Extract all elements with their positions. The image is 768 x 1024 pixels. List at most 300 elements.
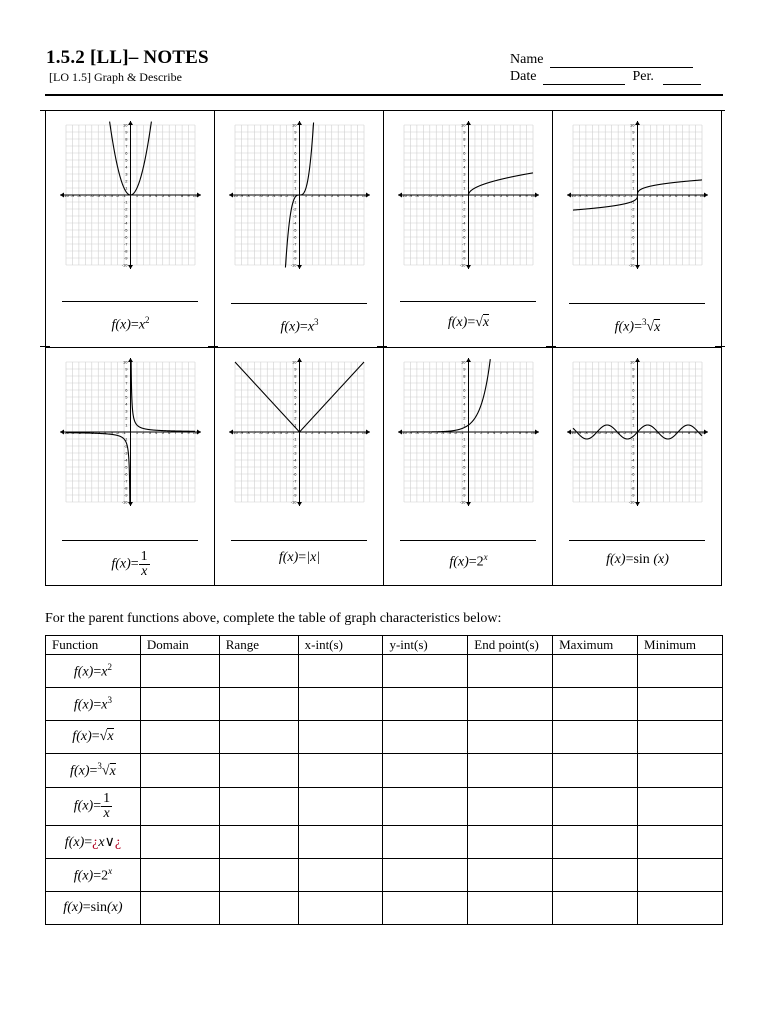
- x-axis-arrow: [197, 430, 201, 435]
- x-tick-label: 1: [304, 430, 308, 435]
- answer-cell[interactable]: [140, 788, 219, 826]
- y-tick-label: -7: [461, 478, 466, 484]
- y-tick-label: 3: [632, 408, 635, 414]
- y-tick-label: -10: [628, 262, 635, 268]
- y-tick-label: 7: [463, 380, 466, 386]
- y-tick-label: -2: [292, 443, 297, 449]
- answer-line[interactable]: [231, 303, 367, 304]
- graph-sin: [565, 356, 710, 508]
- y-tick-label: -6: [461, 234, 466, 240]
- y-tick-label: 5: [125, 157, 128, 163]
- x-tick-label: -3: [278, 193, 282, 198]
- answer-cell[interactable]: [553, 788, 638, 826]
- answer-cell[interactable]: [383, 788, 468, 826]
- y-axis-arrow: [635, 502, 640, 506]
- row-function-reciprocal: f(x)= $\frac{1}{x}$: [46, 788, 141, 826]
- x-tick-label: -1: [122, 430, 126, 435]
- y-tick-label: -5: [461, 227, 466, 233]
- y-tick-label: -7: [461, 241, 466, 247]
- y-tick-label: -5: [292, 464, 297, 470]
- y-tick-label: 9: [125, 366, 128, 372]
- y-tick-label: -4: [292, 220, 297, 226]
- x-tick-label: 8: [518, 193, 522, 198]
- y-tick-label: -5: [123, 464, 128, 470]
- y-tick-label: 9: [632, 366, 635, 372]
- x-tick-label: 6: [506, 193, 509, 198]
- answer-cell[interactable]: [383, 859, 468, 892]
- x-tick-label: -4: [102, 193, 107, 198]
- x-tick-label: 3: [655, 430, 658, 435]
- y-tick-label: 3: [632, 171, 635, 177]
- y-tick-label: 5: [632, 157, 635, 163]
- x-tick-label: 3: [486, 430, 489, 435]
- column-header-function: Function: [46, 636, 141, 655]
- answer-cell[interactable]: [298, 788, 383, 826]
- y-tick-label: -5: [292, 227, 297, 233]
- y-tick-label: -3: [630, 213, 635, 219]
- answer-cell[interactable]: [298, 721, 383, 754]
- answer-cell[interactable]: [219, 859, 298, 892]
- y-tick-label: -3: [292, 450, 297, 456]
- y-tick-label: 10: [292, 359, 297, 365]
- function-label-sqrt: f(x)=√x: [447, 315, 490, 330]
- x-tick-label: 10: [699, 193, 705, 198]
- y-tick-label: 6: [294, 150, 297, 156]
- period-blank[interactable]: [663, 72, 701, 85]
- function-label-x-cubed: $f(x)=x^3$: [280, 317, 319, 335]
- function-label-sin: f(x)=sin (x): [606, 552, 669, 567]
- x-tick-label: -3: [278, 430, 282, 435]
- x-tick-label: -9: [239, 193, 244, 198]
- x-tick-label: 6: [675, 430, 678, 435]
- answer-cell[interactable]: [219, 754, 298, 788]
- x-tick-label: 10: [530, 430, 536, 435]
- y-tick-label: 4: [463, 401, 466, 407]
- x-tick-label: 7: [512, 193, 515, 198]
- y-tick-label: -5: [461, 464, 466, 470]
- answer-cell[interactable]: [140, 859, 219, 892]
- x-tick-label: 3: [148, 193, 151, 198]
- y-tick-label: -9: [630, 255, 635, 261]
- x-tick-label: 5: [330, 430, 333, 435]
- answer-cell[interactable]: [638, 859, 723, 892]
- name-blank[interactable]: [550, 55, 693, 68]
- x-tick-label: -2: [453, 193, 458, 198]
- answer-cell[interactable]: [468, 655, 553, 688]
- y-tick-label: 6: [125, 387, 128, 393]
- answer-cell[interactable]: [553, 754, 638, 788]
- y-tick-label: -9: [292, 255, 297, 261]
- corner-tick: [715, 110, 725, 111]
- answer-cell[interactable]: [219, 826, 298, 859]
- answer-cell[interactable]: [298, 754, 383, 788]
- answer-cell[interactable]: [140, 754, 219, 788]
- x-tick-label: -1: [291, 430, 295, 435]
- y-tick-label: -10: [290, 262, 297, 268]
- y-tick-label: -8: [292, 485, 297, 491]
- column-header-maximum: Maximum: [553, 636, 638, 655]
- y-tick-label: 5: [632, 394, 635, 400]
- x-tick-label: -5: [603, 430, 608, 435]
- answer-cell[interactable]: [638, 892, 723, 925]
- x-tick-label: -10: [232, 193, 238, 198]
- x-tick-label: 5: [161, 193, 164, 198]
- x-tick-label: 8: [180, 193, 184, 198]
- x-tick-label: 5: [161, 430, 164, 435]
- corner-tick: [208, 110, 218, 111]
- x-tick-label: 10: [192, 193, 198, 198]
- x-tick-label: 1: [304, 193, 308, 198]
- y-tick-label: 2: [294, 178, 297, 184]
- y-tick-label: -4: [461, 220, 466, 226]
- x-tick-label: 4: [493, 430, 496, 435]
- answer-cell[interactable]: [219, 892, 298, 925]
- y-tick-label: 4: [632, 401, 635, 407]
- answer-cell[interactable]: [468, 826, 553, 859]
- column-header-range: Range: [219, 636, 298, 655]
- y-tick-label: -6: [292, 234, 297, 240]
- date-field-row: [510, 69, 701, 85]
- y-tick-label: 10: [461, 359, 466, 365]
- answer-cell[interactable]: [468, 688, 553, 721]
- graph-card-sqrt: [384, 111, 553, 348]
- x-tick-label: 3: [655, 193, 658, 198]
- answer-cell[interactable]: [219, 721, 298, 754]
- y-tick-label: -9: [461, 255, 466, 261]
- y-tick-label: 9: [632, 129, 635, 135]
- y-tick-label: -8: [630, 485, 635, 491]
- y-tick-label: 9: [294, 366, 297, 372]
- x-tick-label: -6: [90, 430, 94, 435]
- x-tick-label: 7: [512, 430, 515, 435]
- x-tick-label: -10: [570, 193, 576, 198]
- y-tick-label: 7: [632, 143, 635, 149]
- y-tick-label: 3: [125, 408, 128, 414]
- x-tick-label: -1: [460, 193, 464, 198]
- graphs-panel: [45, 110, 722, 586]
- corner-tick: [715, 346, 725, 347]
- answer-cell[interactable]: [140, 721, 219, 754]
- answer-cell[interactable]: [553, 859, 638, 892]
- column-header-end-points: End point(s): [468, 636, 553, 655]
- y-tick-label: 2: [632, 178, 635, 184]
- y-tick-label: -10: [121, 499, 128, 505]
- answer-line[interactable]: [569, 540, 705, 541]
- answer-cell[interactable]: [638, 826, 723, 859]
- row-function-sin: f(x)=sin(x): [46, 892, 141, 925]
- graph-card-cbrt: [553, 111, 722, 348]
- x-tick-label: -4: [271, 430, 276, 435]
- answer-cell[interactable]: [298, 859, 383, 892]
- y-tick-label: 8: [294, 373, 297, 379]
- answer-cell[interactable]: [219, 788, 298, 826]
- x-tick-label: -2: [622, 430, 627, 435]
- x-tick-label: 2: [649, 193, 652, 198]
- answer-line[interactable]: [62, 540, 198, 541]
- answer-cell[interactable]: [140, 826, 219, 859]
- y-tick-label: -3: [461, 450, 466, 456]
- y-tick-label: -4: [292, 457, 297, 463]
- y-tick-label: -2: [630, 443, 635, 449]
- y-tick-label: -2: [461, 206, 466, 212]
- x-tick-label: 1: [135, 193, 139, 198]
- y-tick-label: -8: [461, 248, 466, 254]
- x-tick-label: 9: [694, 430, 697, 435]
- answer-cell[interactable]: [553, 892, 638, 925]
- x-tick-label: 4: [324, 193, 327, 198]
- x-tick-label: 6: [168, 430, 171, 435]
- y-tick-label: 6: [463, 387, 466, 393]
- x-tick-label: 1: [642, 193, 646, 198]
- x-tick-label: 10: [699, 430, 705, 435]
- x-tick-label: -5: [603, 193, 608, 198]
- y-tick-label: 8: [463, 136, 466, 142]
- answer-cell[interactable]: [638, 655, 723, 688]
- y-tick-label: -7: [123, 241, 128, 247]
- y-tick-label: -6: [630, 471, 635, 477]
- column-header-y-ints: y-int(s): [383, 636, 468, 655]
- table-row: [46, 754, 723, 788]
- y-tick-label: -1: [123, 436, 128, 442]
- x-tick-label: -9: [70, 430, 75, 435]
- y-tick-label: 4: [294, 164, 297, 170]
- x-tick-label: 7: [343, 193, 346, 198]
- x-tick-label: -10: [570, 430, 576, 435]
- y-tick-label: 7: [463, 143, 466, 149]
- x-tick-label: -5: [265, 193, 270, 198]
- x-tick-label: 8: [349, 430, 353, 435]
- y-tick-label: 1: [632, 422, 635, 428]
- x-tick-label: -3: [109, 430, 113, 435]
- characteristics-table: [45, 635, 723, 925]
- answer-cell[interactable]: [468, 721, 553, 754]
- table-row: [46, 859, 723, 892]
- corner-tick: [377, 346, 387, 347]
- graph-abs: [227, 356, 372, 508]
- x-tick-label: -8: [246, 430, 250, 435]
- y-tick-label: -6: [461, 471, 466, 477]
- y-tick-label: 7: [125, 380, 128, 386]
- x-tick-label: 2: [142, 193, 145, 198]
- x-tick-label: -2: [115, 193, 120, 198]
- x-tick-label: -7: [421, 430, 426, 435]
- y-tick-label: 4: [125, 401, 128, 407]
- y-tick-label: 9: [125, 129, 128, 135]
- x-tick-label: -2: [284, 430, 289, 435]
- y-tick-label: -8: [630, 248, 635, 254]
- answer-cell[interactable]: [140, 892, 219, 925]
- graph-card-x-cubed: [215, 111, 384, 348]
- y-tick-label: -2: [461, 443, 466, 449]
- x-tick-label: -6: [597, 430, 601, 435]
- x-tick-label: -5: [265, 430, 270, 435]
- x-tick-label: -7: [590, 430, 595, 435]
- x-tick-label: -3: [616, 430, 620, 435]
- y-axis-arrow: [466, 502, 471, 506]
- x-tick-label: -7: [421, 193, 426, 198]
- x-tick-label: 2: [480, 430, 483, 435]
- x-tick-label: -4: [609, 430, 614, 435]
- graph-reciprocal: [58, 356, 203, 508]
- answer-cell[interactable]: [298, 892, 383, 925]
- x-tick-label: 10: [192, 430, 198, 435]
- y-tick-label: -4: [461, 457, 466, 463]
- x-tick-label: -9: [408, 430, 413, 435]
- y-tick-label: -9: [292, 492, 297, 498]
- x-tick-label: 7: [681, 193, 684, 198]
- y-tick-label: 5: [125, 394, 128, 400]
- x-tick-label: 6: [168, 193, 171, 198]
- x-tick-label: -2: [284, 193, 289, 198]
- x-tick-label: -3: [109, 193, 113, 198]
- y-tick-label: 2: [125, 415, 128, 421]
- answer-cell[interactable]: [638, 721, 723, 754]
- y-tick-label: 6: [294, 387, 297, 393]
- corner-tick: [546, 110, 556, 111]
- row-function-cbrt: f(x)=$^3$√x: [46, 754, 141, 788]
- y-tick-label: -1: [461, 199, 466, 205]
- y-tick-label: 5: [463, 157, 466, 163]
- answer-cell[interactable]: [468, 754, 553, 788]
- row-function-x-squared: $f(x)=x^2$: [46, 655, 141, 688]
- column-header-domain: Domain: [140, 636, 219, 655]
- y-tick-label: 9: [294, 129, 297, 135]
- x-tick-label: -6: [259, 193, 263, 198]
- y-tick-label: 10: [461, 122, 466, 128]
- answer-line[interactable]: [400, 540, 536, 541]
- x-tick-label: -7: [83, 193, 88, 198]
- y-tick-label: -8: [123, 248, 128, 254]
- answer-cell[interactable]: [468, 788, 553, 826]
- y-tick-label: 5: [294, 157, 297, 163]
- page-subtitle: [LO 1.5] Graph & Describe: [49, 70, 182, 84]
- graph-card-exp: [384, 348, 553, 585]
- table-row: [46, 688, 723, 721]
- y-tick-label: 3: [294, 408, 297, 414]
- y-tick-label: -7: [292, 241, 297, 247]
- y-tick-label: -1: [292, 436, 297, 442]
- x-tick-label: -6: [428, 430, 432, 435]
- function-label-exp: $f(x)=2^x$: [449, 552, 488, 570]
- y-tick-label: 10: [123, 122, 128, 128]
- answer-cell[interactable]: [553, 688, 638, 721]
- y-tick-label: -10: [290, 499, 297, 505]
- y-tick-label: 6: [632, 150, 635, 156]
- answer-cell[interactable]: [383, 721, 468, 754]
- answer-cell[interactable]: [298, 688, 383, 721]
- x-tick-label: 4: [155, 430, 158, 435]
- answer-cell[interactable]: [219, 688, 298, 721]
- date-blank[interactable]: [543, 72, 625, 85]
- x-tick-label: -6: [597, 193, 601, 198]
- corner-tick: [377, 110, 387, 111]
- x-tick-label: 9: [694, 193, 697, 198]
- x-tick-label: 8: [687, 193, 691, 198]
- x-tick-label: -7: [590, 193, 595, 198]
- y-tick-label: 10: [292, 122, 297, 128]
- answer-cell[interactable]: [383, 754, 468, 788]
- x-tick-label: -4: [440, 193, 445, 198]
- function-label-cbrt: f(x)=$^3$√x: [614, 317, 661, 335]
- y-tick-label: 8: [294, 136, 297, 142]
- y-tick-label: -4: [123, 457, 128, 463]
- y-tick-label: 9: [463, 129, 466, 135]
- answer-cell[interactable]: [468, 892, 553, 925]
- x-tick-label: -9: [70, 193, 75, 198]
- x-tick-label: 4: [155, 193, 158, 198]
- x-tick-label: 7: [174, 430, 177, 435]
- y-tick-label: 7: [125, 143, 128, 149]
- answer-cell[interactable]: [468, 859, 553, 892]
- y-tick-label: 1: [632, 185, 635, 191]
- answer-cell[interactable]: [140, 688, 219, 721]
- y-tick-label: 4: [632, 164, 635, 170]
- y-axis-arrow: [297, 121, 302, 125]
- x-tick-label: -7: [252, 193, 257, 198]
- answer-cell[interactable]: [383, 826, 468, 859]
- column-header-minimum: Minimum: [638, 636, 723, 655]
- x-tick-label: -1: [122, 193, 126, 198]
- answer-line[interactable]: [400, 301, 536, 302]
- answer-cell[interactable]: [638, 788, 723, 826]
- answer-cell[interactable]: [140, 655, 219, 688]
- x-tick-label: -1: [460, 430, 464, 435]
- x-tick-label: 10: [530, 193, 536, 198]
- answer-cell[interactable]: [298, 655, 383, 688]
- y-tick-label: 8: [632, 136, 635, 142]
- answer-cell[interactable]: [298, 826, 383, 859]
- x-tick-label: 9: [187, 430, 190, 435]
- answer-cell[interactable]: [383, 892, 468, 925]
- y-axis-arrow: [635, 265, 640, 269]
- y-tick-label: -9: [630, 492, 635, 498]
- x-tick-label: 8: [180, 430, 184, 435]
- corner-tick: [546, 346, 556, 347]
- x-tick-label: 9: [356, 430, 359, 435]
- y-tick-label: -3: [630, 450, 635, 456]
- y-axis-arrow: [466, 265, 471, 269]
- answer-cell[interactable]: [553, 721, 638, 754]
- answer-line[interactable]: [569, 303, 705, 304]
- function-label-x-squared: $f(x)=x^2$: [111, 315, 150, 333]
- y-tick-label: -2: [123, 206, 128, 212]
- y-tick-label: -3: [292, 213, 297, 219]
- answer-line[interactable]: [62, 301, 198, 302]
- answer-cell[interactable]: [553, 826, 638, 859]
- x-tick-label: -7: [83, 430, 88, 435]
- x-tick-label: 5: [499, 193, 502, 198]
- x-tick-label: 6: [506, 430, 509, 435]
- column-header-x-ints: x-int(s): [298, 636, 383, 655]
- answer-cell[interactable]: [638, 754, 723, 788]
- x-tick-label: 10: [361, 193, 367, 198]
- y-axis-arrow: [635, 358, 640, 362]
- name-label: Name: [510, 52, 544, 67]
- y-tick-label: -10: [459, 499, 466, 505]
- answer-cell[interactable]: [553, 655, 638, 688]
- y-tick-label: -1: [630, 199, 635, 205]
- y-tick-label: -8: [292, 248, 297, 254]
- x-tick-label: -4: [440, 430, 445, 435]
- y-tick-label: -10: [121, 262, 128, 268]
- x-tick-label: 2: [649, 430, 652, 435]
- answer-cell[interactable]: [383, 655, 468, 688]
- answer-cell[interactable]: [383, 688, 468, 721]
- period-label: Per.: [632, 69, 654, 84]
- answer-cell[interactable]: [638, 688, 723, 721]
- answer-cell[interactable]: [219, 655, 298, 688]
- answer-line[interactable]: [231, 540, 367, 541]
